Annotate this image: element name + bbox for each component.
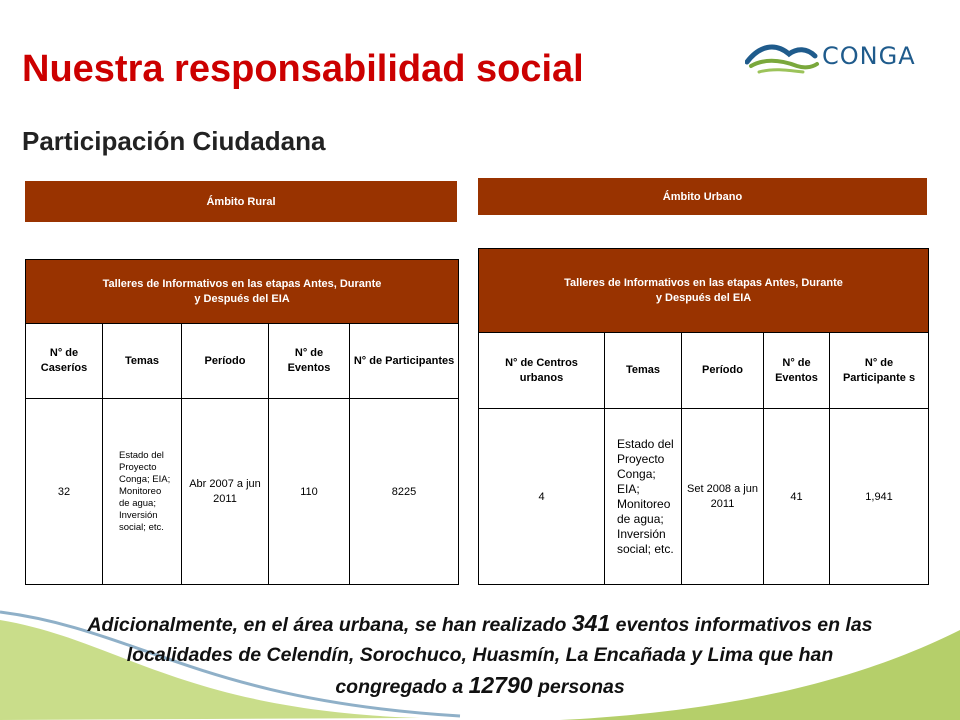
rural-col-count: N° de Caseríos [26,324,103,399]
footer-text-part3: personas [532,676,625,698]
rural-period-value: Abr 2007 a jun 2011 [182,399,269,585]
rural-topics-value: Estado del Proyecto Conga; EIA; Monitoreo de agua; Inversión social; etc. [103,399,182,585]
rural-workshops-table [25,259,459,585]
urban-participants-value: 1,941 [830,409,929,585]
page-title: Nuestra responsabilidad social [22,48,584,90]
urban-banner [478,178,927,215]
rural-banner-label: Ámbito Rural [206,195,276,208]
urban-topics-value: Estado del Proyecto Conga; EIA; Monitoreo de agua; Inversión social; etc. [605,409,682,585]
rural-participants-value: 8225 [350,399,459,585]
footer-text-part1: Adicionalmente, en el área urbana, se han realizado [87,614,572,636]
rural-banner [25,181,457,222]
rural-table-title-line1: Talleres de Informativos en las etapas Antes, Durante [102,277,382,290]
rural-events-value: 110 [269,399,350,585]
urban-table-title-line1: Talleres de Informativos en las etapas Antes, Durante [564,276,843,289]
urban-count-value: 4 [479,409,605,585]
rural-table-title-line2: y Después del EIA [194,292,290,305]
page-subtitle: Participación Ciudadana [22,126,326,156]
urban-col-topics: Temas [605,333,682,409]
urban-col-events: N° de Eventos [764,333,830,409]
urban-table-title [479,249,929,333]
rural-col-events: N° de Eventos [269,324,350,399]
rural-col-participants: N° de Participantes [350,324,459,399]
rural-count-value: 32 [26,399,103,585]
urban-events-value: 41 [764,409,830,585]
urban-col-participants: N° de Participante s [830,333,929,409]
urban-workshops-table [478,248,929,585]
footer-statement [70,608,890,702]
urban-period-value: Set 2008 a jun 2011 [682,409,764,585]
urban-col-count: N° de Centros urbanos [479,333,605,409]
footer-events-count: 341 [571,610,611,636]
urban-banner-label: Ámbito Urbano [662,190,743,203]
rural-col-topics: Temas [103,324,182,399]
rural-col-period: Período [182,324,269,399]
footer-text-part2: eventos informativos en las localidades de Celendín, Sorochuco, Huasmín, La Encañada y Lima que han congregado a [126,614,873,698]
footer-people-count: 12790 [468,672,533,698]
rural-table-title [26,260,459,324]
urban-col-period: Período [682,333,764,409]
urban-table-title-line2: y Después del EIA [655,291,752,304]
conga-logo-text: CONGA [822,42,916,70]
